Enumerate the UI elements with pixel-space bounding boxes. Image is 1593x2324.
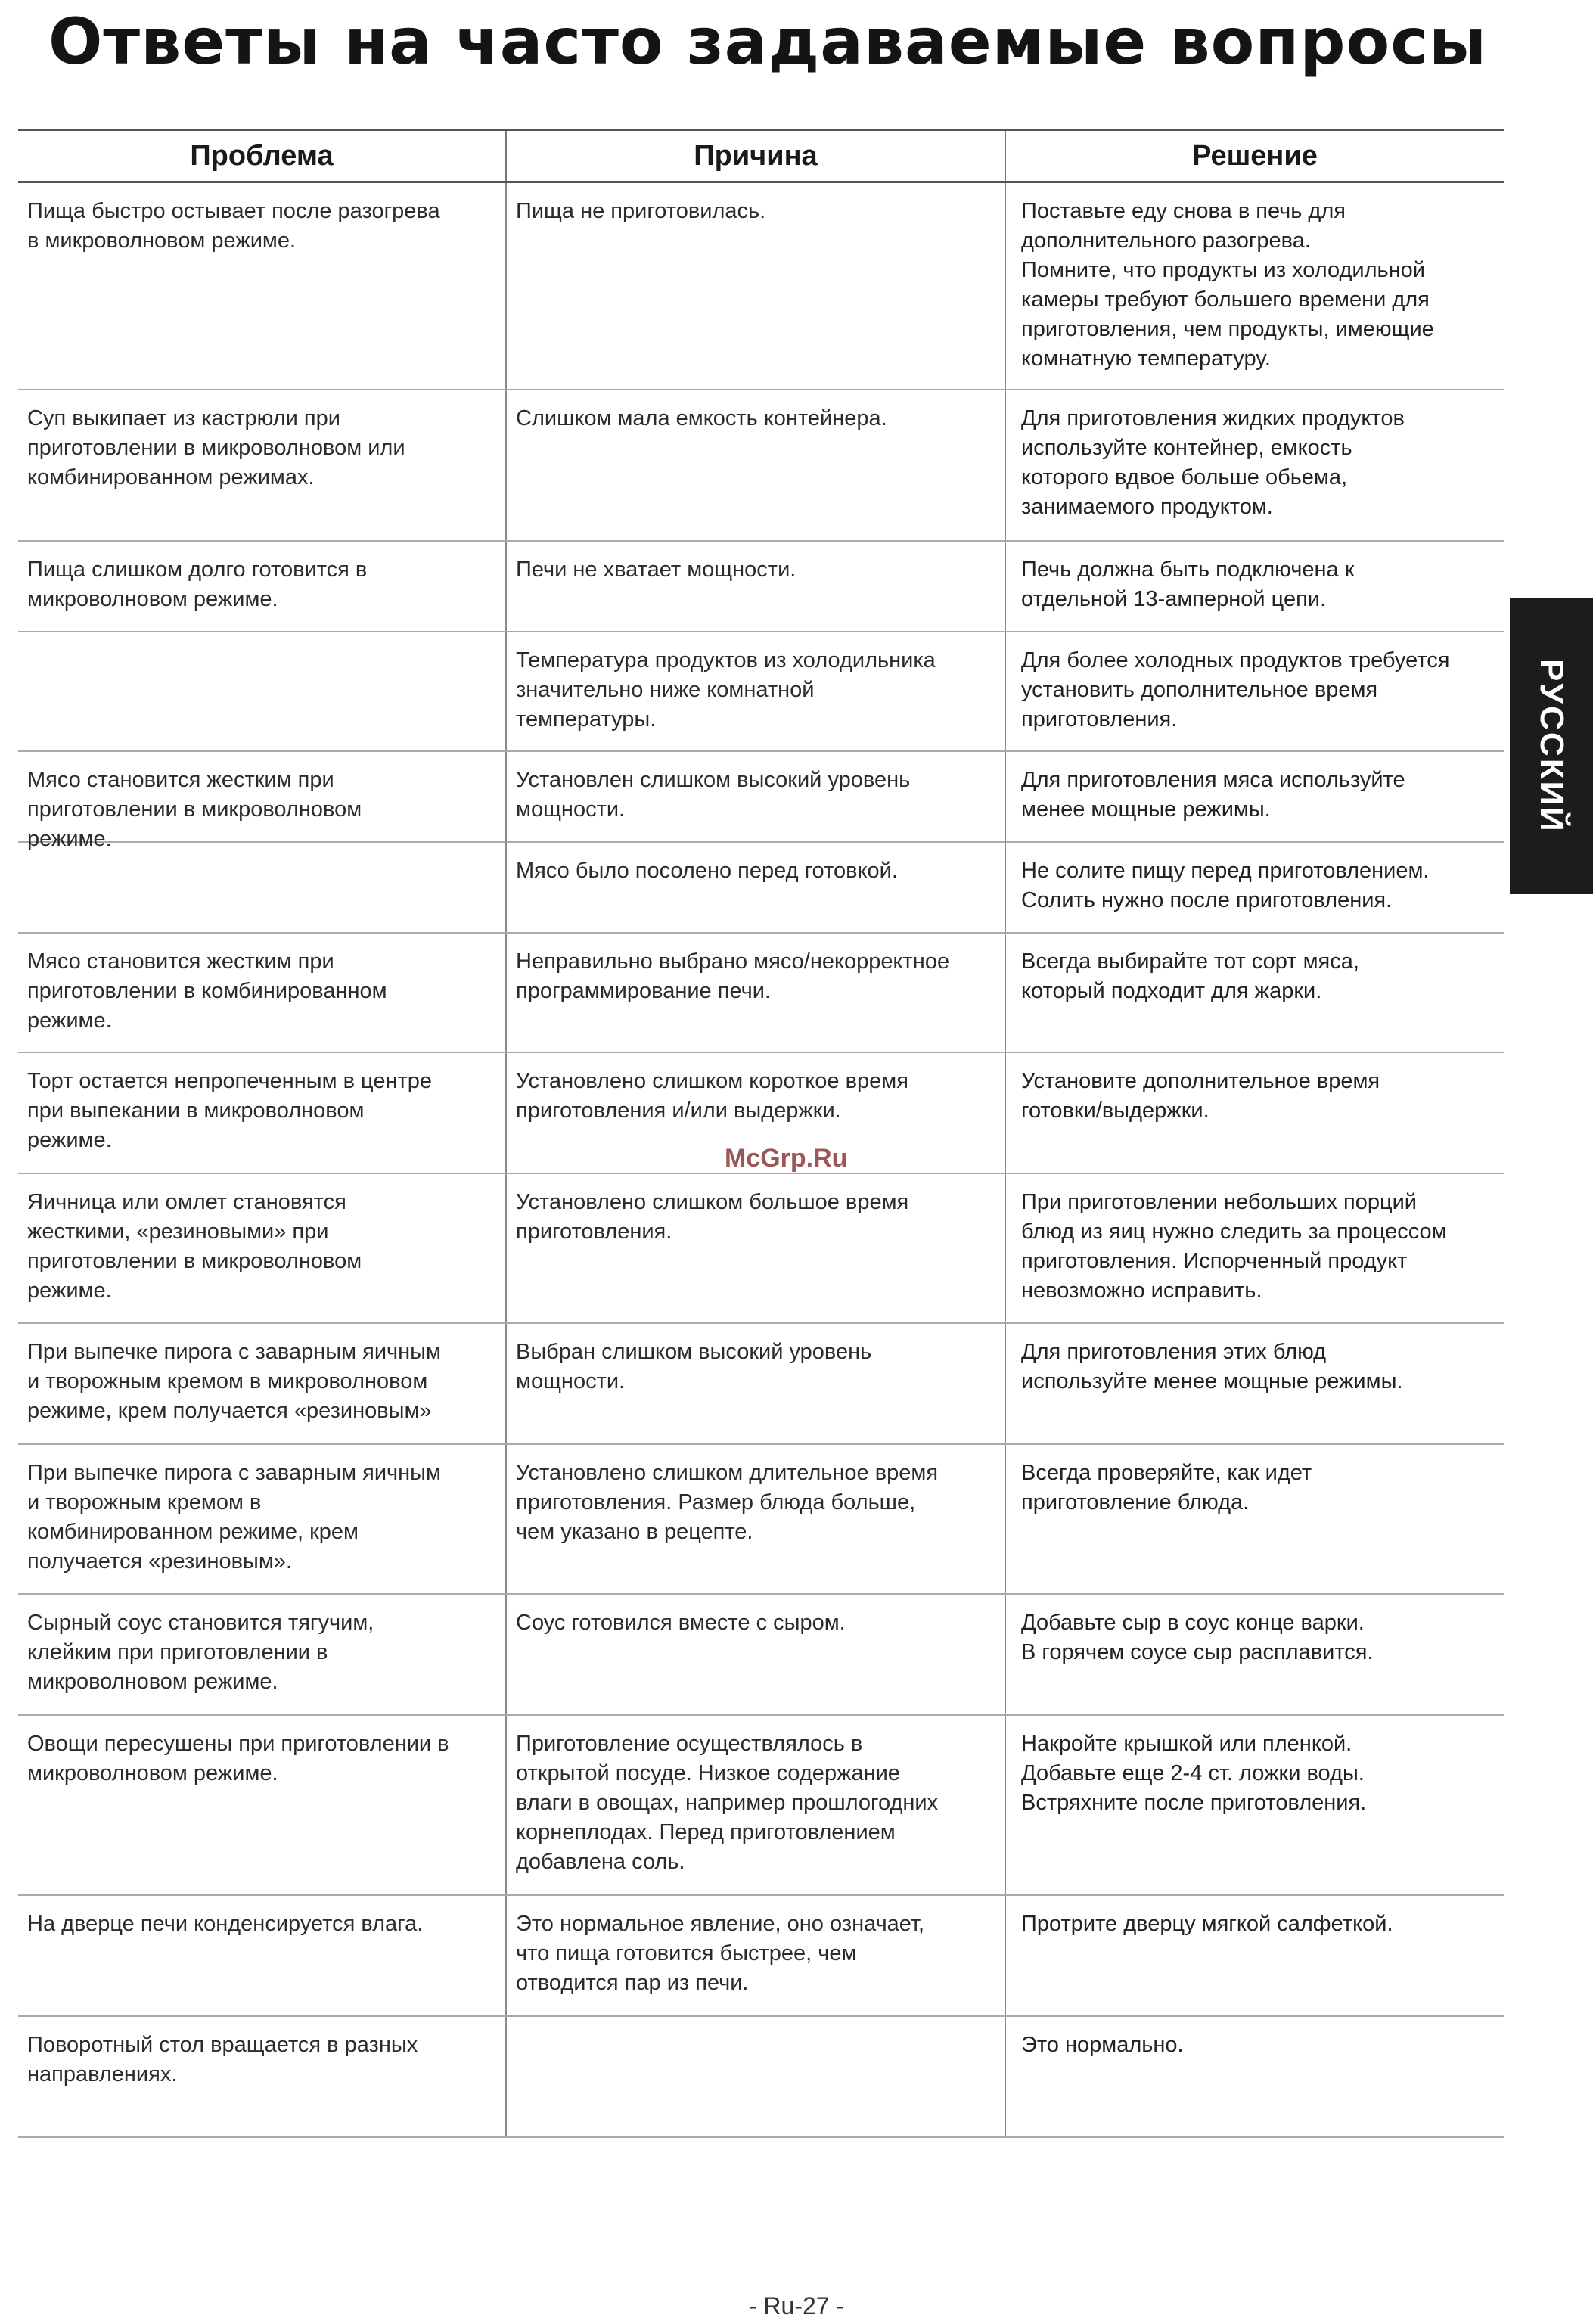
cause-cell: Выбран слишком высокий уровень мощности. — [505, 1324, 1005, 1443]
problem-cell: Мясо становится жестким при приготовлении в комбинированном режиме. — [27, 949, 387, 1033]
cause-cell: Это нормальное явление, оно означает, что пища готовится быстрее, чем отводится пар из печи. — [505, 1896, 1005, 2015]
problem-cell: При выпечке пирога с заварным яичным и творожным кремом в комбинированном режиме, крем получается «резиновым». — [27, 1461, 441, 1574]
cause-cell: Приготовление осуществлялось в открытой посуде. Низкое содержание влаги в овощах, например прошлогодних корнеплодах. Перед приготовлением добавлена соль. — [505, 1716, 1005, 1894]
table-row — [18, 843, 1504, 934]
page-title: Ответы на часто задаваемые вопросы — [48, 5, 1488, 79]
solution-cell: Для приготовления этих блюд используйте менее мощные режимы. — [1005, 1324, 1504, 1443]
table-row — [18, 1595, 1504, 1716]
table-row — [18, 632, 1504, 752]
table-row — [18, 752, 1504, 851]
problem-cell: При выпечке пирога с заварным яичным и творожным кремом в микроволновом режиме, крем получается «резиновым» — [27, 1340, 441, 1423]
table-row — [18, 934, 1504, 1053]
table-row — [18, 183, 1504, 390]
cause-cell: Соус готовился вместе с сыром. — [505, 1595, 1005, 1714]
solution-cell: Не солите пищу перед приготовлением. Солить нужно после приготовления. — [1005, 843, 1504, 932]
page-number: - Ru-27 - — [748, 2292, 845, 2319]
solution-cell: Для приготовления жидких продуктов используйте контейнер, емкость которого вдвое больше обьема, занимаемого продуктом. — [1005, 390, 1504, 540]
solution-cell: Всегда выбирайте тот сорт мяса, который подходит для жарки. — [1005, 934, 1504, 1052]
language-tab-label: РУССКИЙ — [1533, 658, 1570, 834]
problem-cell: Торт остается непропеченным в центре при выпекании в микроволновом режиме. — [27, 1069, 433, 1152]
solution-cell: Протрите дверцу мягкой салфеткой. — [1005, 1896, 1504, 2015]
faq-table — [18, 129, 1504, 2138]
problem-cell: Суп выкипает из кастрюли при приготовлении в микроволновом или комбинированном режимах. — [27, 406, 405, 489]
solution-cell: Добавьте сыр в соус конце варки. В горячем соусе сыр расплавится. — [1005, 1595, 1504, 1714]
watermark: McGrp.Ru — [725, 1144, 848, 1173]
solution-cell: Всегда проверяйте, как идет приготовление блюда. — [1005, 1445, 1504, 1593]
header-cause: Причина — [505, 131, 1005, 181]
problem-cell: Яичница или омлет становятся жесткими, «резиновыми» при приготовлении в микроволновом режиме. — [27, 1190, 362, 1303]
solution-cell: Накройте крышкой или пленкой. Добавьте еще 2-4 ст. ложки воды. Встряхните после приготовления. — [1005, 1716, 1504, 1894]
table-row — [18, 2017, 1504, 2138]
table-header — [18, 129, 1504, 183]
problem-cell: Сырный соус становится тягучим, клейким при приготовлении в микроволновом режиме. — [27, 1611, 374, 1694]
solution-cell: Для более холодных продуктов требуется установить дополнительное время приготовления. — [1005, 632, 1504, 750]
table-row — [18, 1324, 1504, 1445]
cause-cell: Установлен слишком высокий уровень мощности. — [505, 752, 1005, 854]
cause-cell: Пища не приготовилась. — [505, 183, 1005, 389]
cause-cell: Печи не хватает мощности. — [505, 542, 1005, 631]
table-row — [18, 542, 1504, 632]
problem-cell: Пища слишком долго готовится в микроволновом режиме. — [27, 558, 368, 611]
problem-cell — [18, 632, 505, 750]
cause-cell: Температура продуктов из холодильника значительно ниже комнатной температуры. — [505, 632, 1005, 750]
header-problem: Проблема — [190, 139, 334, 172]
language-tab — [1510, 598, 1593, 894]
problem-cell: Мясо становится жестким при приготовлении в микроволновом режиме. — [27, 768, 362, 851]
header-solution: Решение — [1005, 131, 1504, 181]
solution-cell: Установите дополнительное время готовки/выдержки. — [1005, 1053, 1504, 1173]
solution-cell: Поставьте еду снова в печь для дополнительного разогрева. Помните, что продукты из холодильной камеры требуют большего времени для приготовления, чем продукты, имеющие комнатную температуру. — [1005, 183, 1504, 389]
problem-cell: На дверце печи конденсируется влага. — [27, 1912, 424, 1936]
problem-cell — [18, 843, 505, 932]
table-row — [18, 390, 1504, 542]
problem-cell: Поворотный стол вращается в разных направлениях. — [27, 2033, 418, 2086]
cause-cell: Слишком мала емкость контейнера. — [505, 390, 1005, 540]
solution-cell: Это нормально. — [1005, 2017, 1504, 2136]
table-row — [18, 1445, 1504, 1595]
cause-cell: Установлено слишком длительное время приготовления. Размер блюда больше, чем указано в рецепте. — [505, 1445, 1005, 1593]
solution-cell: При приготовлении небольших порций блюд из яиц нужно следить за процессом приготовления. Испорченный продукт невозможно исправить. — [1005, 1174, 1504, 1322]
cause-cell: Мясо было посолено перед готовкой. — [505, 843, 1005, 932]
solution-cell: Печь должна быть подключена к отдельной 13-амперной цепи. — [1005, 542, 1504, 631]
problem-cell: Овощи пересушены при приготовлении в микроволновом режиме. — [27, 1732, 449, 1785]
cause-cell — [505, 2017, 1005, 2136]
table-row — [18, 1716, 1504, 1896]
table-row — [18, 1174, 1504, 1324]
problem-cell: Пища быстро остывает после разогрева в микроволновом режиме. — [27, 199, 440, 253]
solution-cell: Для приготовления мяса используйте менее мощные режимы. — [1005, 752, 1504, 854]
cause-cell: Установлено слишком большое время приготовления. — [505, 1174, 1005, 1322]
cause-cell: Установлено слишком короткое время приготовления и/или выдержки. — [505, 1053, 1005, 1173]
cause-cell: Неправильно выбрано мясо/некорректное программирование печи. — [505, 934, 1005, 1052]
table-row — [18, 1896, 1504, 2017]
